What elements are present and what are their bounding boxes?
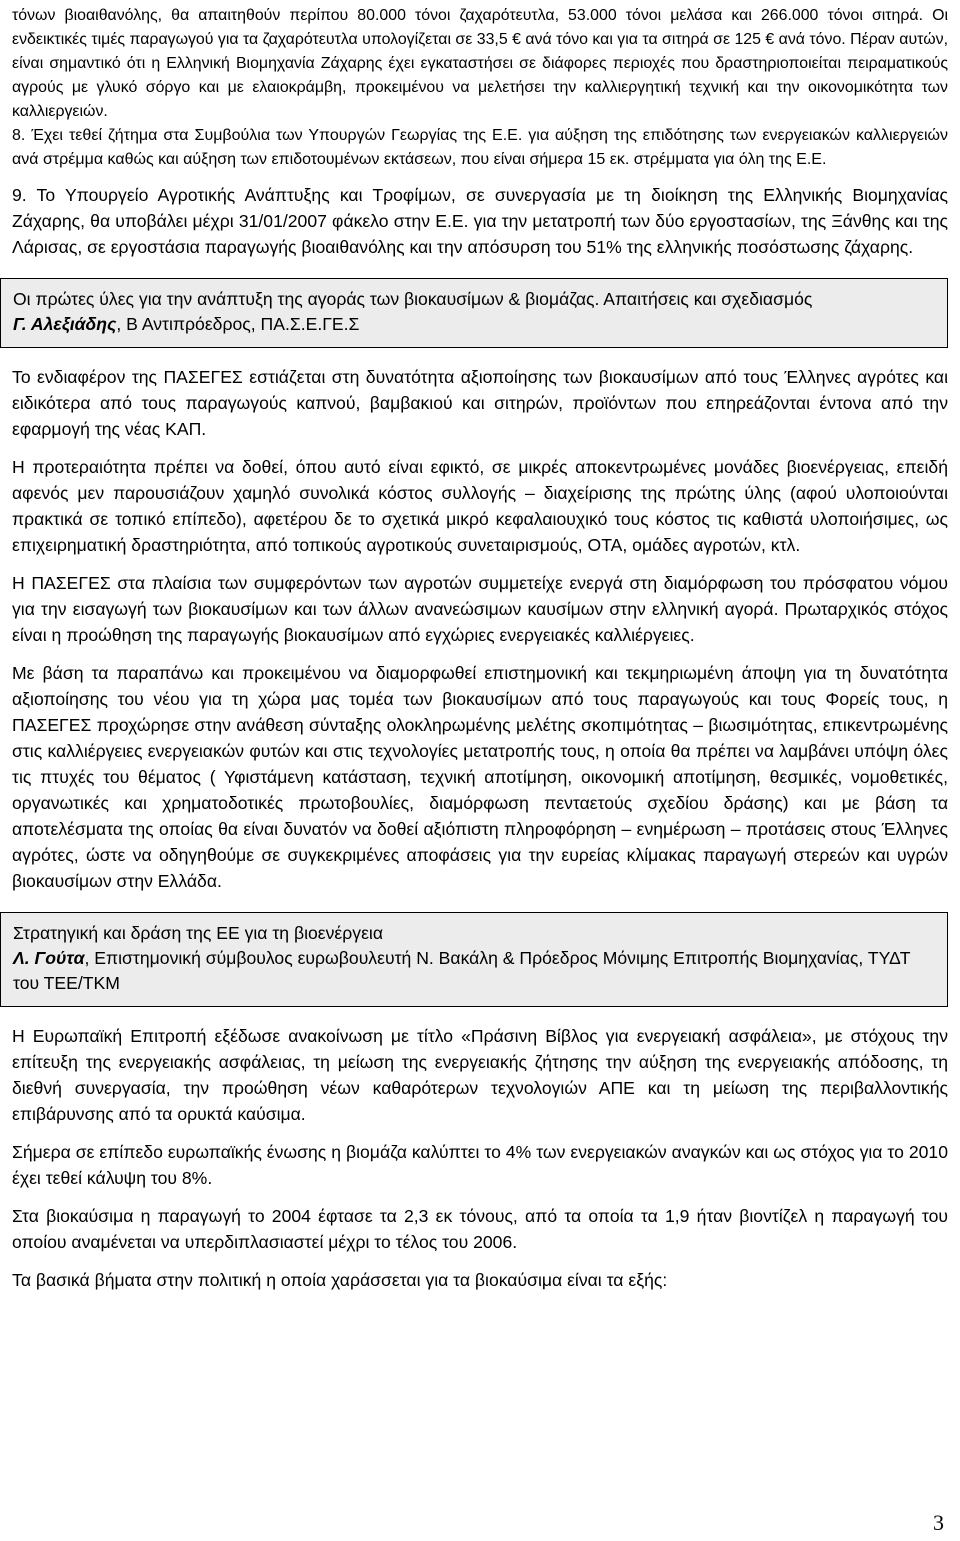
intro-block [12,4,948,172]
session-speaker-line [13,312,937,337]
paragraph: Το ενδιαφέρον της ΠΑΣΕΓΕΣ εστιάζεται στη δυνατότητα αξιοποίησης των βιοκαυσίμων από τους Έλληνες αγρότες και ειδικότερα από τους παραγωγούς καπνού, βαμβακιού και σιτηρών, προϊόντων που επηρεάζονται έντονα από την εφαρμογή της νέας ΚΑΠ. [12,367,948,439]
session-speaker-line [13,946,937,996]
paragraph: τόνων βιοαιθανόλης, θα απαιτηθούν περίπου 80.000 τόνοι ζαχαρότευτλα, 53.000 τόνοι μελάσα και 266.000 τόνοι σιτηρά. Οι ενδεικτικές τιμές παραγωγού για τα ζαχαρότευτλα υπολογίζεται σε 33,5 € ανά τόνο και για τα σιτηρά σε 125 € ανά τόνο. Πέραν αυτών, είναι σημαντικό ότι η Ελληνική Βιομηχανία Ζάχαρης έχει εγκαταστήσει σε διάφορες περιοχές που δραστηριοποιείται πειραματικούς αγρούς με γλυκό σόργο και με ελαιοκράμβη, προκειμένου να μελετήσει την καλλιεργητική τεχνική και την οικονομικότητα των καλλιεργειών. [12,7,948,120]
page-number: 3 [933,1510,944,1535]
paragraph: Με βάση τα παραπάνω και προκειμένου να διαμορφωθεί επιστημονική και τεκμηριωμένη άποψη για τη δυνατότητα αξιοποίησης του νέου για τη χώρα μας τομέα των βιοκαυσίμων από τους παραγωγούς και τους Φορείς τους, η ΠΑΣΕΓΕΣ προχώρησε στην ανάθεση σύνταξης ολοκληρωμένης μελέτης σκοπιμότητας – βιωσιμότητας, επικεντρωμένης στις καλλιέργειες ενεργειακών φυτών και στις τεχνολογίες μετατροπής τους, η οποία θα πρέπει να λαμβάνει υπόψη όλες τις πτυχές του θέματος ( Υφιστάμενη κατάσταση, τεχνική αποτίμηση, οικονομική αποτίμηση, θεσμικές, νομοθετικές, οργανωτικές και χρηματοδοτικές πρωτοβουλίες, διαμόρφωση πενταετούς σχεδίου δράσης) και με βάση τα αποτελέσματα της οποίας θα είναι δυνατόν να δοθεί αξιόπιστη πληροφόρηση – ενημέρωση – προτάσεις στους Έλληνες αγρότες, ώστε να οδηγηθούμε σε συγκεκριμένες αποφάσεις για την ευρείας κλίμακας παραγωγή στερεών και υγρών βιοκαυσίμων στην Ελλάδα. [12,663,948,891]
paragraph-item-8: 8. Έχει τεθεί ζήτημα στα Συμβούλια των Υπουργών Γεωργίας της Ε.Ε. για αύξηση της επιδότησης των ενεργειακών καλλιεργειών ανά στρέμμα καθώς και αύξηση των επιδοτουμένων εκτάσεων, που είναι σήμερα 15 εκ. στρέμματα για όλη της Ε.Ε. [12,127,948,168]
speaker-name: Λ. Γούτα [13,948,85,968]
section-2 [12,1023,948,1293]
speaker-role: , Β Αντιπρόεδρος, ΠΑ.Σ.Ε.ΓΕ.Σ [116,314,360,334]
document-page [12,0,948,1293]
paragraph-item-9: 9. Το Υπουργείο Αγροτικής Ανάπτυξης και Τροφίμων, σε συνεργασία με τη διοίκηση της Ελληνικής Βιομηχανίας Ζάχαρης, θα υποβάλει μέχρι 31/01/2007 φάκελο στην Ε.Ε. για την μετατροπή των δύο εργοστασίων, της Ξάνθης και της Λάρισας, σε εργοστάσια παραγωγής βιοαιθανόλης και την απόσυρση του 51% της ελληνικής ποσόστωσης ζάχαρης. [12,185,948,257]
session-box-2 [0,912,948,1007]
paragraph: Στα βιοκαύσιμα η παραγωγή το 2004 έφτασε τα 2,3 εκ τόνους, από τα οποία τα 1,9 ήταν βιοντίζελ η παραγωγή του οποίου αναμένεται να υπερδιπλασιαστεί μέχρι το τέλος του 2006. [12,1206,948,1252]
paragraph: Η ΠΑΣΕΓΕΣ στα πλαίσια των συμφερόντων των αγροτών συμμετείχε ενεργά στη διαμόρφωση του πρόσφατου νόμου για την εισαγωγή των βιοκαυσίμων και των άλλων ανανεώσιμων καυσίμων στην ελληνική αγορά. Πρωταρχικός στόχος είναι η προώθηση της παραγωγής βιοκαυσίμων από εγχώριες ενεργειακές καλλιέργειες. [12,573,948,645]
paragraph: Σήμερα σε επίπεδο ευρωπαϊκής ένωσης η βιομάζα καλύπτει το 4% των ενεργειακών αναγκών και ως στόχος για το 2010 έχει τεθεί κάλυψη του 8%. [12,1142,948,1188]
speaker-role: , Επιστημονική σύμβουλος ευρωβουλευτή Ν. Βακάλη & Πρόεδρος Μόνιμης Επιτροπής Βιομηχανίας, ΤΥΔΤ του ΤΕΕ/ΤΚΜ [13,948,911,993]
session-title: Στρατηγική και δράση της ΕΕ για τη βιοενέργεια [13,923,384,943]
speaker-name: Γ. Αλεξιάδης [13,314,117,334]
section-1 [12,364,948,894]
session-title: Οι πρώτες ύλες για την ανάπτυξη της αγοράς των βιοκαυσίμων & βιομάζας. Απαιτήσεις και σχεδιασμός [13,289,813,309]
paragraph: Η Ευρωπαϊκή Επιτροπή εξέδωσε ανακοίνωση με τίτλο «Πράσινη Βίβλος για ενεργειακή ασφάλεια», με στόχους την επίτευξη της ενεργειακής ασφάλειας, τη μείωση της ενεργειακής ζήτησης την αύξηση της ενεργειακής απόδοσης, τη διεθνή συνεργασία, την προώθηση νέων καθαρότερων τεχνολογιών ΑΠΕ και τη μείωση της περιβαλλοντικής επιβάρυνσης από τα ορυκτά καύσιμα. [12,1026,948,1124]
paragraph: Τα βασικά βήματα στην πολιτική η οποία χαράσσεται για τα βιοκαύσιμα είναι τα εξής: [12,1270,668,1290]
session-box-1 [0,278,948,348]
paragraph: Η προτεραιότητα πρέπει να δοθεί, όπου αυτό είναι εφικτό, σε μικρές αποκεντρωμένες μονάδες βιοενέργειας, επειδή αφενός μεν παρουσιάζουν χαμηλό συνολικά κόστος συλλογής – διαχείρισης της πρώτης ύλης (αφού υλοποιούνται πρακτικά σε τοπικό επίπεδο), αφετέρου δε το σχετικά μικρό κεφαλαιουχικό τους κόστος τις καθιστά υλοποιήσιμες, ως επιχειρηματική δραστηριότητα, από τοπικούς αγροτικούς συνεταιρισμούς, ΟΤΑ, ομάδες αγροτών, κτλ. [12,457,948,555]
